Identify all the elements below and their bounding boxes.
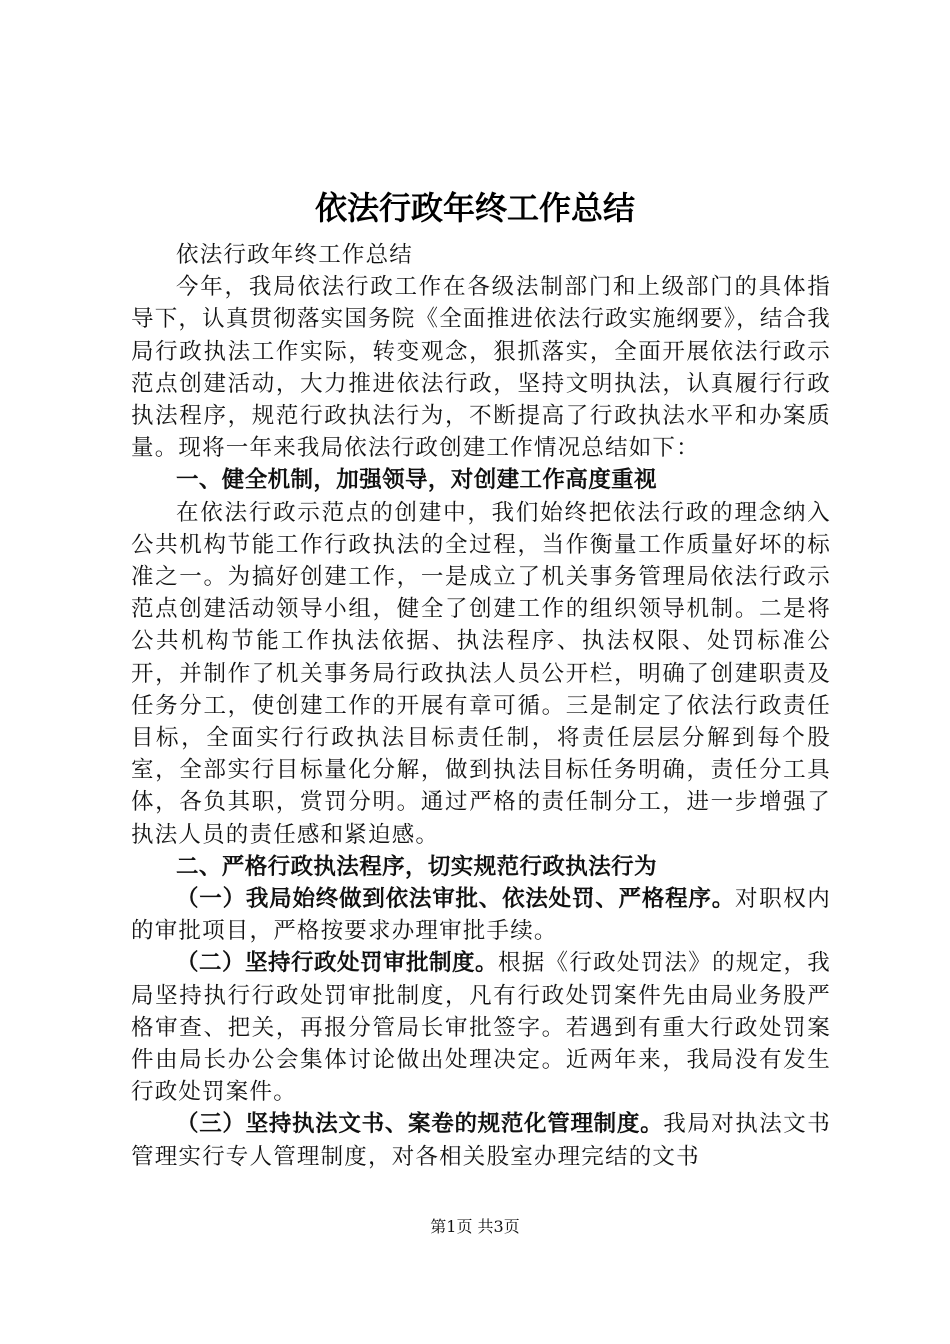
section-2-heading: 二、严格行政执法程序，切实规范行政执法行为 <box>176 853 657 880</box>
item-3-body: 我局对执法文书管理实行专人管理制度，对各相关股室办理完结的文书 <box>131 1111 832 1170</box>
item-1-lead: （一）我局始终做到依法审批、依法处罚、严格程序。 <box>176 886 736 913</box>
item-1-paragraph <box>131 883 831 947</box>
intro-paragraph: 今年，我局依法行政工作在各级法制部门和上级部门的具体指导下，认真贯彻落实国务院《全面推进依法行政实施纲要》，结合我局行政执法工作实际，转变观念，狠抓落实，全面开展依法行政示范点创建活动，大力推进依法行政，坚持文明执法，认真履行行政执法程序，规范行政执法行为，不断提高了行政执法水平和办案质量。现将一年来我局依法行政创建工作情况总结如下： <box>131 274 831 462</box>
item-2-lead: （二）坚持行政处罚审批制度。 <box>176 950 498 977</box>
document-body <box>131 239 831 1173</box>
item-1-body: 对职权内的审批项目，严格按要求办理审批手续。 <box>131 886 831 945</box>
item-2-body: 根据《行政处罚法》的规定，我局坚持执行行政处罚审批制度，凡有行政处罚案件先由局业务股严格审查、把关，再报分管局长审批签字。若遇到有重大行政处罚案件由局长办公会集体讨论做出处理决定。近两年来，我局没有发生行政处罚案件。 <box>131 950 831 1106</box>
item-3-paragraph <box>131 1108 831 1172</box>
item-3-lead: （三）坚持执法文书、案卷的规范化管理制度。 <box>176 1111 664 1138</box>
item-2-paragraph <box>131 947 831 1108</box>
document-subtitle: 依法行政年终工作总结 <box>176 242 414 268</box>
document-title: 依法行政年终工作总结 <box>314 189 635 227</box>
page-footer: 第1页 共3页 <box>430 1217 520 1236</box>
section-1-paragraph: 在依法行政示范点的创建中，我们始终把依法行政的理念纳入公共机构节能工作行政执法的全过程，当作衡量工作质量好坏的标准之一。为搞好创建工作，一是成立了机关事务管理局依法行政示范点创建活动领导小组，健全了创建工作的组织领导机制。二是将公共机构节能工作执法依据、执法程序、执法权限、处罚标准公开，并制作了机关事务局行政执法人员公开栏，明确了创建职责及任务分工，使创建工作的开展有章可循。三是制定了依法行政责任目标，全面实行行政执法目标责任制，将责任层层分解到每个股室，全部实行目标量化分解，做到执法目标任务明确，责任分工具体，各负其职，赏罚分明。通过严格的责任制分工，进一步增强了执法人员的责任感和紧迫感。 <box>131 499 831 848</box>
section-1-heading: 一、健全机制，加强领导，对创建工作高度重视 <box>176 467 657 494</box>
